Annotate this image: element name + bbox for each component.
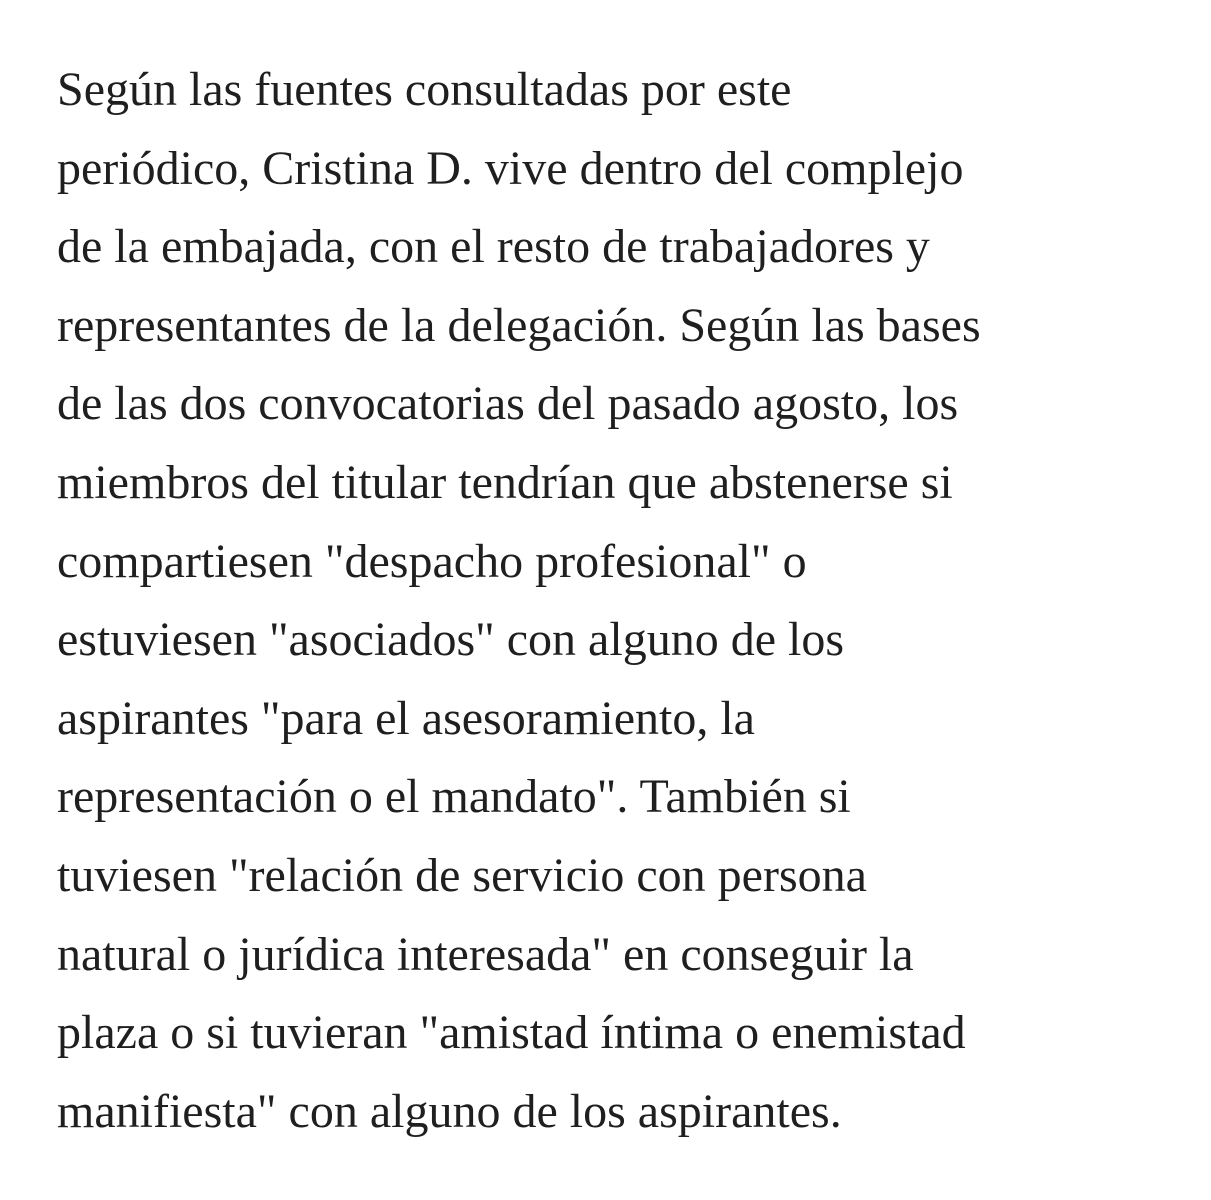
- paragraph-line-4: representantes de la delegación. Según las bases: [57, 298, 981, 352]
- paragraph-line-6: miembros del titular tendrían que abstenerse si: [57, 455, 953, 509]
- paragraph-line-12: natural o jurídica interesada" en conseguir la: [57, 927, 914, 981]
- paragraph-line-3: de la embajada, con el resto de trabajadores y: [57, 220, 930, 274]
- article-paragraph: [57, 51, 1177, 1151]
- paragraph-line-2: periódico, Cristina D. vive dentro del complejo: [57, 141, 964, 195]
- paragraph-line-14: manifiesta" con alguno de los aspirantes.: [57, 1084, 842, 1138]
- paragraph-line-1: Según las fuentes consultadas por este: [57, 63, 792, 116]
- paragraph-line-9: aspirantes "para el asesoramiento, la: [57, 691, 755, 745]
- paragraph-line-8: estuviesen "asociados" con alguno de los: [57, 613, 845, 667]
- paragraph-line-11: tuviesen "relación de servicio con persona: [57, 848, 867, 902]
- paragraph-line-10: representación o el mandato". También si: [57, 770, 851, 824]
- paragraph-line-7: compartiesen "despacho profesional" o: [57, 534, 807, 588]
- paragraph-line-5: de las dos convocatorias del pasado agosto, los: [57, 377, 959, 431]
- paragraph-line-13: plaza o si tuvieran "amistad íntima o enemistad: [57, 1006, 966, 1060]
